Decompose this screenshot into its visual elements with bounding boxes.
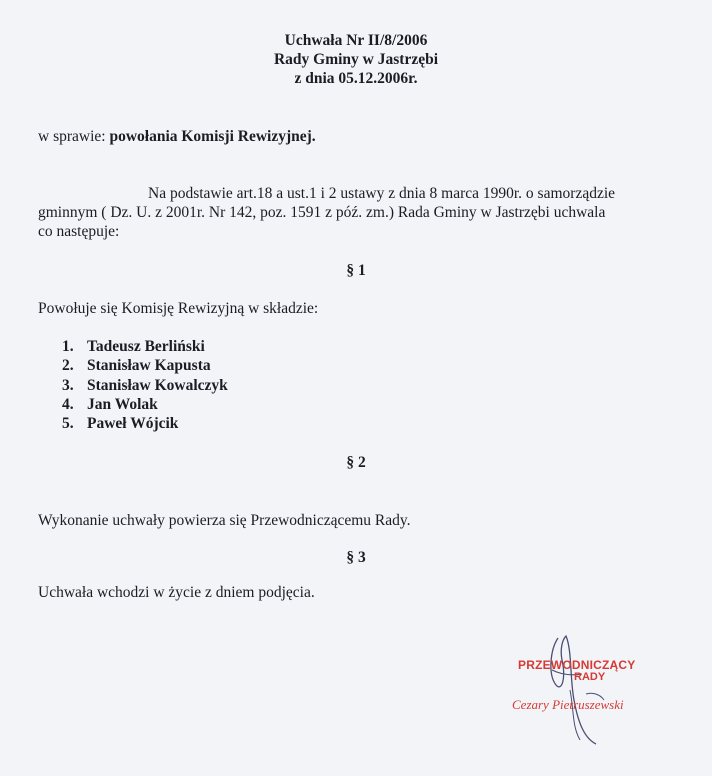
list-item-number: 5.: [62, 415, 74, 433]
legal-basis: [38, 184, 688, 241]
resolution-date: z dnia 05.12.2006r.: [294, 70, 418, 87]
list-item-number: 4.: [62, 395, 74, 413]
stamp-name: Cezary Pietruszewski: [512, 697, 624, 712]
resolution-number: Uchwała Nr II/8/2006: [284, 32, 428, 49]
council-name: Rady Gminy w Jastrzębi: [273, 51, 439, 68]
commission-members-list: [62, 337, 228, 433]
list-item-number: 2.: [62, 357, 74, 375]
member-name: Stanisław Kapusta: [87, 357, 211, 375]
legal-basis-line-2: gminnym ( Dz. U. z 2001r. Nr 142, poz. 1591 z póź. zm.) Rada Gminy w Jastrzębi uchwala: [38, 204, 606, 221]
stamp-subtitle: RADY: [574, 671, 606, 683]
subject-topic: powołania Komisji Rewizyjnej.: [109, 128, 316, 145]
list-item: [62, 376, 228, 395]
subject-line: [38, 128, 316, 146]
section-2-mark: § 2: [346, 454, 366, 471]
resolution-header: [0, 31, 712, 88]
list-item: [62, 337, 228, 356]
member-name: Tadeusz Berliński: [87, 338, 205, 355]
subject-prefix: w sprawie:: [38, 128, 106, 145]
member-name: Stanisław Kowalczyk: [87, 376, 228, 394]
list-item-number: 1.: [62, 338, 74, 355]
section-2-text: Wykonanie uchwały powierza się Przewodniczącemu Rady.: [38, 512, 411, 529]
section-3-text: Uchwała wchodzi w życie z dniem podjęcia.: [38, 584, 315, 601]
member-name: Jan Wolak: [87, 395, 158, 413]
stamp-title: PRZEWODNICZĄCY: [518, 658, 636, 672]
handwritten-signature: [500, 630, 670, 750]
section-1-mark: § 1: [346, 262, 366, 279]
list-item: [62, 414, 228, 433]
list-item: [62, 356, 228, 375]
legal-basis-line-3: co następuje:: [38, 223, 120, 240]
list-item: [62, 395, 228, 414]
member-name: Paweł Wójcik: [87, 415, 179, 433]
section-3-mark: § 3: [346, 549, 366, 566]
list-item-number: 3.: [62, 376, 74, 394]
legal-basis-line-1: Na podstawie art.18 a ust.1 i 2 ustawy z dnia 8 marca 1990r. o samorządzie: [148, 185, 616, 202]
section-1-intro: Powołuje się Komisję Rewizyjną w składzie:: [38, 300, 319, 317]
